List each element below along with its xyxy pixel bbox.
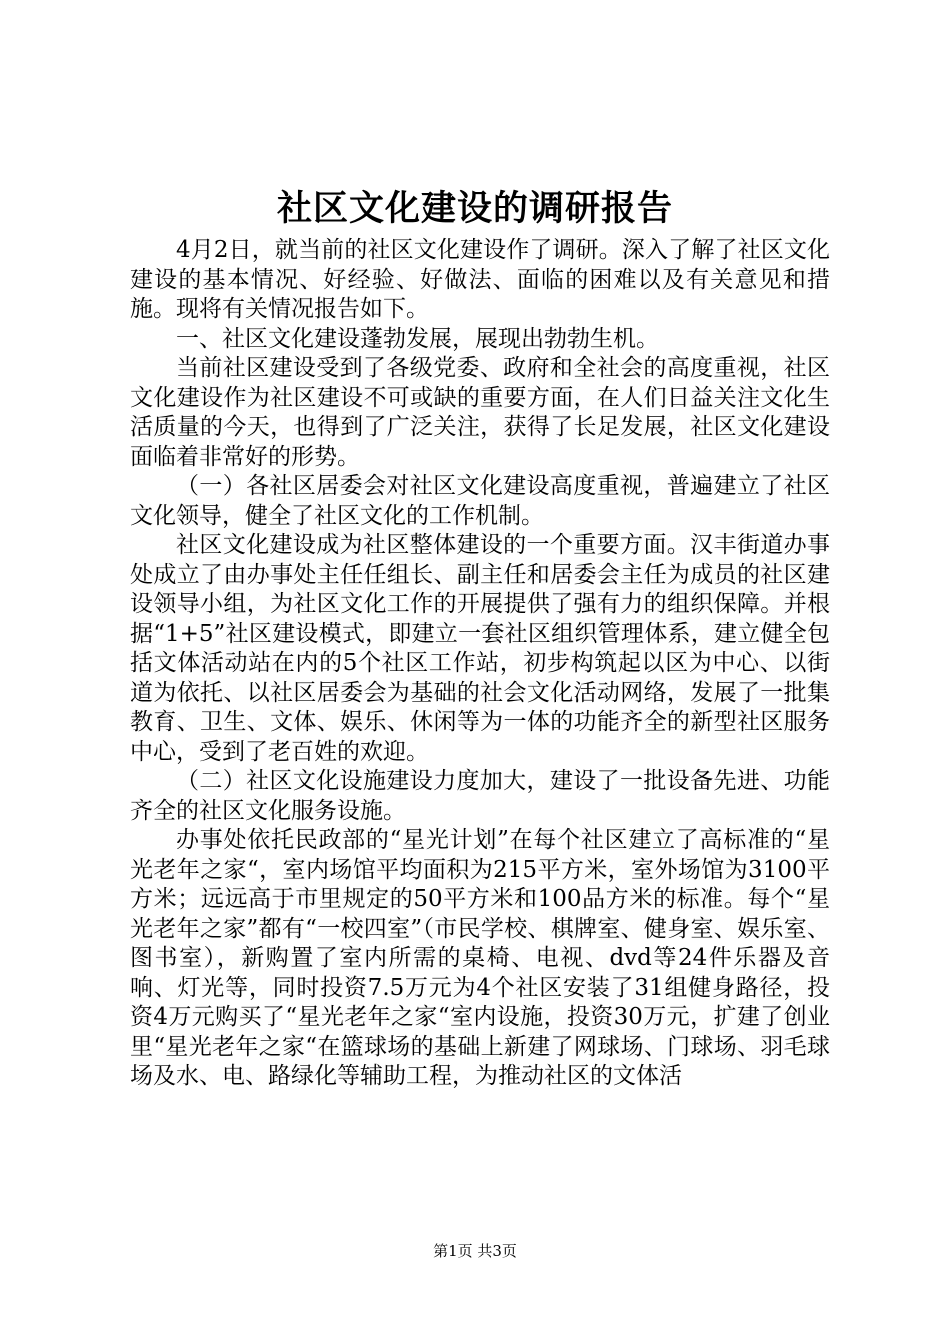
document-title: 社区文化建设的调研报告 [276,188,673,229]
paragraph-section-1: 当前社区建设受到了各级党委、政府和全社会的高度重视，社区文化建设作为社区建设不可或缺的重要方面，在人们日益关注文化生活质量的今天，也得到了广泛关注，获得了长足发展，社区文化建设面临着非常好的形势。 [130,355,830,470]
document-body [130,236,830,1092]
subsection-heading-2: （二）社区文化设施建设力度加大，建设了一批设备先进、功能齐全的社区文化服务设施。 [130,768,830,824]
paragraph-subsection-1: 社区文化建设成为社区整体建设的一个重要方面。汉丰街道办事处成立了由办事处主任任组长、副主任和居委会主任为成员的社区建设领导小组，为社区文化工作的开展提供了强有力的组织保障。并根据“1+5”社区建设模式，即建立一套社区组织管理体系，建立健全包括文体活动站在内的5个社区工作站，初步构筑起以区为中心、以街道为依托、以社区居委会为基础的社会文化活动网络，发展了一批集教育、卫生、文体、娱乐、休闲等为一体的功能齐全的新型社区服务中心，受到了老百姓的欢迎。 [130,532,830,765]
paragraph-intro: 4月2日，就当前的社区文化建设作了调研。深入了解了社区文化建设的基本情况、好经验、好做法、面临的困难以及有关意见和措施。现将有关情况报告如下。 [130,237,830,322]
page-footer: 第1页 共3页 [433,1242,517,1260]
section-heading-1: 一、社区文化建设蓬勃发展，展现出勃勃生机。 [176,325,659,352]
subsection-heading-1: （一）各社区居委会对社区文化建设高度重视，普遍建立了社区文化领导，健全了社区文化的工作机制。 [130,473,830,529]
paragraph-subsection-2: 办事处依托民政部的“星光计划”在每个社区建立了高标准的“星光老年之家“，室内场馆平均面积为215平方米，室外场馆为3100平方米；远远高于市里规定的50平方米和100品方米的标准。每个“星光老年之家”都有“一校四室”（市民学校、棋牌室、健身室、娱乐室、图书室），新购置了室内所需的桌椅、电视、dvd等24件乐器及音响、灯光等，同时投资7.5万元为4个社区安装了31组健身路径，投资4万元购买了“星光老年之家“室内设施，投资30万元，扩建了创业里“星光老年之家“在篮球场的基础上新建了网球场、门球场、羽毛球场及水、电、路绿化等辅助工程，为推动社区的文体活 [130,827,830,1089]
